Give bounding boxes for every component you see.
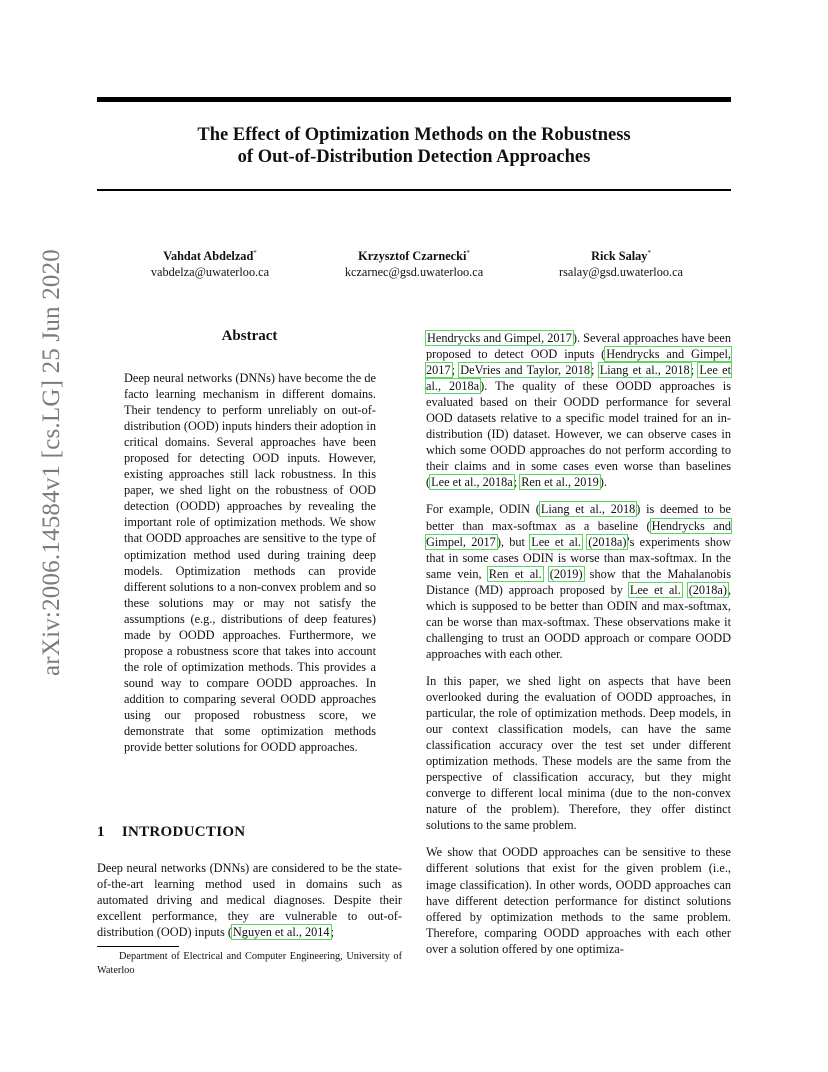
paragraph-text: ). The quality of these OODD approaches is evaluated based on their OODD performance for several OOD datasets relative to a specific model trained for an in-distribution (ID) dataset. However, we can observe cases in which some OODD approaches do not perform according to their claims and in some cases even worse than baselines ( xyxy=(426,379,732,490)
citation-link[interactable]: Lee et al. xyxy=(531,534,581,549)
paragraph-text: ) is deemed to be better than max-softmax as a baseline ( xyxy=(426,502,731,533)
abstract-heading: Abstract xyxy=(221,328,278,344)
section-number: 1 xyxy=(97,824,105,840)
citation-link[interactable]: Lee et al., 2018a xyxy=(431,475,513,490)
paragraph-text: For example, ODIN ( xyxy=(426,502,540,517)
paragraph-text xyxy=(543,567,549,581)
author-email: rsalay@gsd.uwaterloo.ca xyxy=(558,265,683,280)
footnote xyxy=(97,950,402,978)
footnote-text: Department of Electrical and Computer Engineering, University of Waterloo xyxy=(97,951,402,976)
author-email: vabdelza@uwaterloo.ca xyxy=(150,265,270,280)
title-rule-top xyxy=(97,97,731,102)
citation-link[interactable]: Hendrycks and Gimpel, 2017 xyxy=(427,331,572,345)
paragraph-text xyxy=(682,583,688,597)
paragraph-text: show that the Mahalanobis Distance (MD) approach proposed by xyxy=(426,566,731,597)
citation-link[interactable]: Liang et al., 2018 xyxy=(599,363,690,378)
right-paragraph-4: We show that OODD approaches can be sensitive to these different solutions that exist for the given problem (i.e., image classification). In other words, OODD approaches can have different detection performance for distinct solutions offered by optimization methods to the same problem. Therefore, comparing OODD approaches with each other over a solution offered by one optimiza- xyxy=(426,845,731,956)
author-name: Vahdat Abdelzad xyxy=(163,249,254,264)
right-paragraph-2 xyxy=(426,501,731,661)
citation-link[interactable]: (2018a) xyxy=(588,534,627,549)
abstract-text: Deep neural networks (DNNs) have become the de facto learning mechanism in different domains. Their tendency to perform unreliably on out-of-distribution (OOD) inputs hinders their adoption in critical domains. Several approaches have been proposed for detecting OOD inputs. However, existing approaches still lack robustness. In this paper, we shed light on the robustness of OOD detection (OODD) approaches by revealing the important role of optimization methods. We show that OODD approaches are sensitive to the type of optimization method used during training deep models. Optimization methods can provide different solutions to a non-convex problem and so these solutions may or may not satisfy the assumptions (e.g., distributions of deep features) made by OODD approaches. Furthermore, we propose a robustness score that takes into account the role of optimization methods. This provides a sound way to compare OODD approaches. In addition to comparing several OODD approaches using our proposed robustness score, we demonstrate that some optimization methods provide better solutions for OODD approaches. xyxy=(124,371,376,755)
citation-link[interactable]: (2018a) xyxy=(688,582,727,597)
affiliation-mark: * xyxy=(466,249,470,257)
paragraph-text: ; xyxy=(591,363,599,378)
paper-title xyxy=(97,124,731,168)
author-1 xyxy=(110,245,310,280)
citation-link[interactable]: Hendrycks and Gimpel, 2017 xyxy=(426,518,731,549)
intro-text-end: ; xyxy=(330,925,334,940)
affiliation-mark: * xyxy=(253,249,257,257)
citation-link[interactable]: Nguyen et al., 2014 xyxy=(232,925,330,940)
author-2 xyxy=(314,245,514,280)
citation-link[interactable]: Lee et al. xyxy=(629,582,681,597)
citation-link[interactable]: DeVries and Taylor, 2018 xyxy=(460,363,590,378)
section-title: INTRODUCTION xyxy=(121,824,246,840)
author-name: Krzysztof Czarnecki xyxy=(358,249,467,264)
citation-link[interactable]: Liang et al., 2018 xyxy=(540,502,636,517)
citation-link[interactable]: Ren et al. xyxy=(488,566,542,581)
abstract-body xyxy=(124,370,376,755)
paragraph-text: ; xyxy=(513,475,521,490)
right-paragraph-1 xyxy=(426,330,731,490)
citation-link[interactable]: (2019) xyxy=(549,566,583,581)
paragraph-text: 's experiments show that in some cases ODIN is worse than max-softmax. In the same vein, xyxy=(426,534,731,581)
title-rule-bottom xyxy=(97,189,731,191)
title-line-1: The Effect of Optimization Methods on the Robustness xyxy=(197,125,631,145)
paragraph-text: , which is supposed to be better than ODIN and max-softmax, can be worse than max-softmax. These observations make it challenging to trust an OODD approach or compare OODD approaches with each other. xyxy=(426,582,732,661)
citation-link[interactable]: Ren et al., 2019 xyxy=(521,475,599,490)
affiliation-mark: * xyxy=(647,249,651,257)
author-email: kczarnec@gsd.uwaterloo.ca xyxy=(344,265,484,280)
paragraph-text: ). Several approaches have been proposed to detect OOD inputs ( xyxy=(426,331,731,362)
paragraph-text: ; xyxy=(690,363,699,378)
footnote-rule xyxy=(97,946,179,947)
section-heading xyxy=(97,824,245,841)
author-name: Rick Salay xyxy=(591,249,648,264)
citation-link[interactable]: Lee et al., 2018a xyxy=(426,363,731,394)
citation-link[interactable]: Hendrycks and Gimpel, 2017 xyxy=(426,347,731,378)
author-3 xyxy=(521,245,721,280)
right-column xyxy=(426,330,731,968)
paragraph-text: ). xyxy=(599,475,607,490)
paragraph-text: ), but xyxy=(496,534,531,549)
arxiv-identifier: arXiv:2006.14584v1 [cs.LG] 25 Jun 2020 xyxy=(38,249,65,676)
title-line-2: of Out-of-Distribution Detection Approaches xyxy=(237,147,591,167)
right-paragraph-3: In this paper, we shed light on aspects that have been overlooked during the evaluation of OODD approaches, in particular, the role of optimization methods. Deep models, in our context classification models, can have the same classification accuracy over the test set under different optimization methods. These models are the same from the perspective of classification accuracy, but they might converge to different local minima (due to the non-convex nature of the problem). Therefore, they offer distinct solutions to the same problem. xyxy=(426,673,731,833)
intro-paragraph xyxy=(97,860,402,940)
paragraph-text: ; xyxy=(451,363,460,378)
intro-text: Deep neural networks (DNNs) are considered to be the state-of-the-art learning method used in domains such as automated driving and medical diagnoses. Despite their excellent performance, they are vulnerable to out-of-distribution (OOD) inputs ( xyxy=(97,861,402,940)
